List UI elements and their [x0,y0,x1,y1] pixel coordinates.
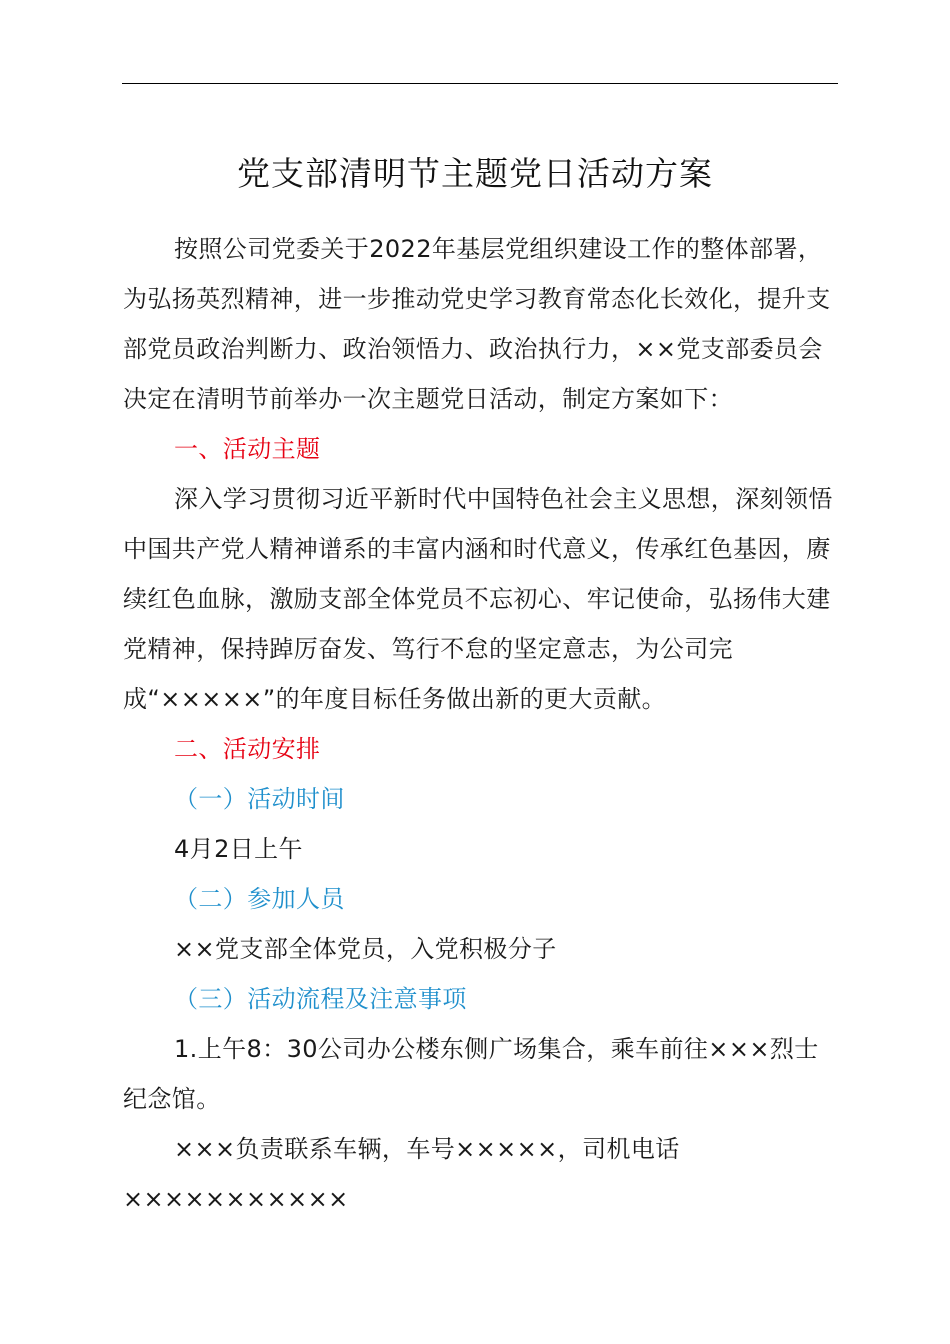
document-body [123,224,843,1224]
process-item-1: 1.上午8：30公司办公楼东侧广场集合，乘车前往×××烈士纪念馆。 [123,1035,819,1113]
intro-paragraph: 按照公司党委关于2022年基层党组织建设工作的整体部署，为弘扬英烈精神，进一步推动党史学习教育常态化长效化，提升支部党员政治判断力、政治领悟力、政治执行力，××党支部委员会决定在清明节前举办一次主题党日活动，制定方案如下： [123,235,831,413]
header-rule [122,83,838,84]
time-text: 4月2日上午 [174,835,303,863]
sub-heading-participants: （二）参加人员 [174,885,345,913]
document-title: 党支部清明节主题党日活动方案 [237,154,713,193]
section-heading-theme: 一、活动主题 [174,435,321,463]
sub-heading-time: （一）活动时间 [174,785,345,813]
process-item-1-note: ×××负责联系车辆，车号×××××，司机电话××××××××××× [123,1135,680,1213]
theme-paragraph: 深入学习贯彻习近平新时代中国特色社会主义思想，深刻领悟中国共产党人精神谱系的丰富内涵和时代意义，传承红色基因，赓续红色血脉，激励支部全体党员不忘初心、牢记使命，弘扬伟大建党精神，保持踔厉奋发、笃行不怠的坚定意志，为公司完成“×××××”的年度目标任务做出新的更大贡献。 [123,485,833,713]
participants-text: ××党支部全体党员，入党积极分子 [174,935,557,963]
sub-heading-process: （三）活动流程及注意事项 [174,985,467,1013]
section-heading-arrangement: 二、活动安排 [174,735,321,763]
